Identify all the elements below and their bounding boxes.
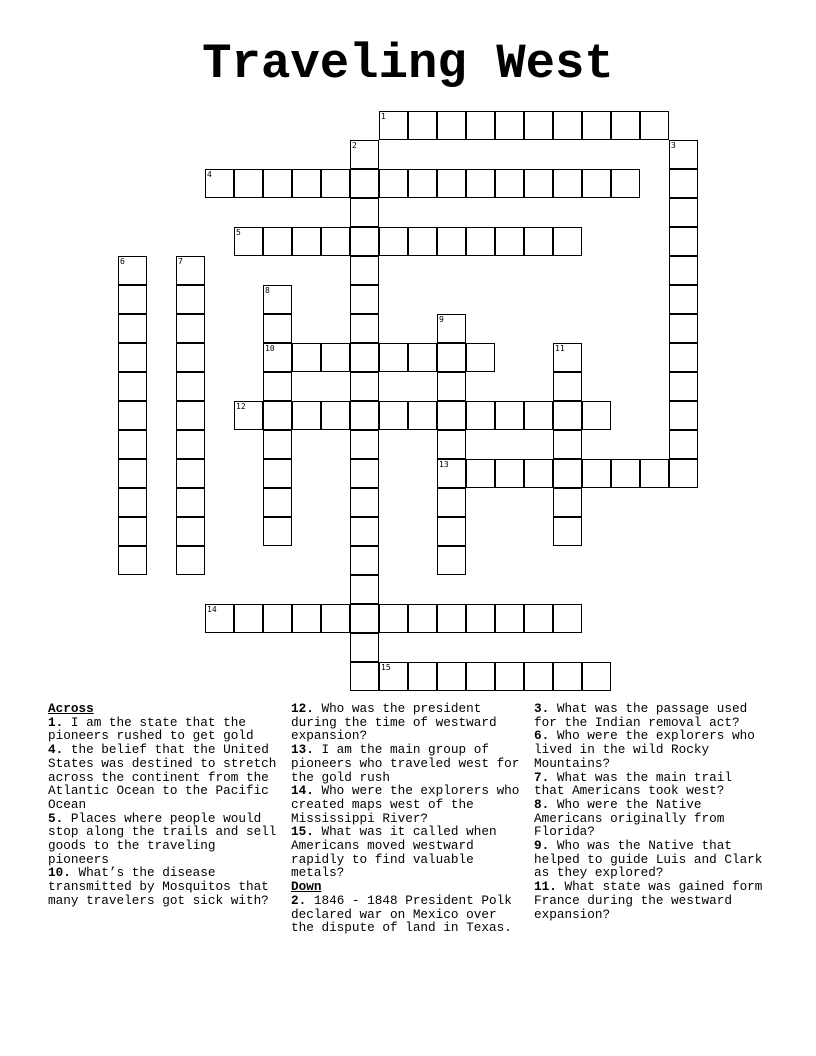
clue-text: What was the passage used for the Indian removal act? <box>534 701 748 730</box>
grid-cell[interactable] <box>292 343 321 372</box>
clue-number: 5. <box>48 810 64 826</box>
grid-cell[interactable] <box>263 227 292 256</box>
across-heading: Across <box>48 701 94 716</box>
clue-column-2 <box>291 702 527 935</box>
across-clue <box>48 812 284 867</box>
grid-number: 2 <box>352 141 357 150</box>
across-clue <box>291 743 527 784</box>
grid-cell[interactable] <box>437 488 466 517</box>
grid-cell[interactable] <box>118 430 147 459</box>
grid-cell[interactable] <box>437 546 466 575</box>
grid-cell[interactable] <box>350 372 379 401</box>
puzzle-title: Traveling West <box>202 36 614 92</box>
grid-number: 4 <box>207 170 212 179</box>
clue-number: 12. <box>291 701 314 716</box>
grid-cell[interactable] <box>350 546 379 575</box>
grid-cell[interactable] <box>379 604 408 633</box>
grid-cell[interactable] <box>669 401 698 430</box>
grid-cell[interactable] <box>437 343 466 372</box>
grid-cell[interactable] <box>669 459 698 488</box>
grid-cell[interactable] <box>321 343 350 372</box>
grid-cell[interactable] <box>582 459 611 488</box>
grid-cell[interactable] <box>321 401 350 430</box>
grid-cell[interactable] <box>669 169 698 198</box>
grid-cell[interactable] <box>524 169 553 198</box>
clue-text: Who were the Native Americans originally from Florida? <box>534 796 725 840</box>
grid-cell[interactable] <box>118 343 147 372</box>
grid-cell[interactable] <box>495 401 524 430</box>
grid-cell[interactable] <box>582 111 611 140</box>
grid-cell[interactable] <box>350 662 379 691</box>
grid-cell[interactable] <box>263 314 292 343</box>
grid-cell[interactable] <box>350 430 379 459</box>
clue-text: What was it called when Americans moved westward rapidly to find valuable metals? <box>291 824 497 881</box>
grid-cell[interactable] <box>640 459 669 488</box>
grid-cell[interactable] <box>292 401 321 430</box>
down-clue <box>534 729 770 770</box>
down-clue <box>534 798 770 839</box>
across-clue <box>291 702 527 743</box>
clue-number: 6. <box>534 728 550 744</box>
grid-cell[interactable] <box>669 343 698 372</box>
grid-number: 14 <box>207 605 217 614</box>
clue-text: What’s the disease transmitted by Mosquitos that many travelers got sick with? <box>48 865 269 908</box>
grid-cell[interactable] <box>553 662 582 691</box>
down-heading: Down <box>291 879 322 895</box>
grid-number: 8 <box>265 286 270 295</box>
grid-cell[interactable] <box>292 227 321 256</box>
clue-text: Places where people would stop along the trails and sell goods to the traveling pioneers <box>48 810 277 867</box>
grid-cell[interactable] <box>263 604 292 633</box>
grid-cell[interactable] <box>669 372 698 401</box>
grid-number: 7 <box>178 257 183 266</box>
grid-cell[interactable] <box>466 401 495 430</box>
clue-text: I am the main group of pioneers who traveled west for the gold rush <box>291 742 520 785</box>
grid-cell[interactable] <box>582 169 611 198</box>
clue-text: What state was gained form France during the westward expansion? <box>534 879 763 922</box>
grid-cell[interactable] <box>118 517 147 546</box>
grid-cell[interactable] <box>408 227 437 256</box>
down-clue <box>534 880 770 921</box>
grid-cell[interactable] <box>118 372 147 401</box>
clue-number: 9. <box>534 838 550 854</box>
grid-cell[interactable] <box>408 401 437 430</box>
grid-cell[interactable] <box>118 546 147 575</box>
grid-cell[interactable] <box>437 372 466 401</box>
grid-cell[interactable] <box>553 401 582 430</box>
grid-cell[interactable] <box>408 111 437 140</box>
grid-cell[interactable] <box>379 169 408 198</box>
grid-cell[interactable] <box>553 169 582 198</box>
grid-cell[interactable] <box>524 111 553 140</box>
grid-cell[interactable] <box>176 314 205 343</box>
grid-cell[interactable] <box>495 459 524 488</box>
down-clue <box>291 894 527 935</box>
grid-cell[interactable] <box>379 227 408 256</box>
grid-cell[interactable] <box>495 604 524 633</box>
grid-cell[interactable] <box>118 459 147 488</box>
clue-number: 10. <box>48 865 71 881</box>
clue-number: 2. <box>291 892 307 908</box>
across-clue <box>48 743 284 812</box>
grid-cell[interactable] <box>350 227 379 256</box>
clue-number: 13. <box>291 742 314 758</box>
grid-cell[interactable] <box>350 169 379 198</box>
clue-text: 1846 - 1848 President Polk declared war on Mexico over the dispute of land in Texas. <box>291 892 512 936</box>
grid-cell[interactable] <box>263 401 292 430</box>
grid-cell[interactable] <box>466 662 495 691</box>
grid-cell[interactable] <box>553 430 582 459</box>
grid-cell[interactable] <box>466 111 495 140</box>
clue-number: 4. <box>48 742 64 758</box>
grid-cell[interactable] <box>118 488 147 517</box>
grid-number: 1 <box>381 112 386 121</box>
clue-text: the belief that the United States was destined to stretch across the continent from the Atlantic Ocean to the Pacific Ocean <box>48 742 277 812</box>
grid-cell[interactable] <box>669 256 698 285</box>
grid-cell[interactable] <box>408 662 437 691</box>
grid-cell[interactable] <box>321 227 350 256</box>
grid-cell[interactable] <box>408 604 437 633</box>
grid-cell[interactable] <box>321 169 350 198</box>
grid-cell[interactable] <box>118 285 147 314</box>
clue-number: 1. <box>48 714 64 730</box>
grid-cell[interactable] <box>292 169 321 198</box>
grid-cell[interactable] <box>379 343 408 372</box>
grid-cell[interactable] <box>379 401 408 430</box>
clue-number: 15. <box>291 824 314 840</box>
grid-cell[interactable] <box>263 372 292 401</box>
grid-cell[interactable] <box>611 169 640 198</box>
grid-cell[interactable] <box>669 314 698 343</box>
clue-number: 14. <box>291 783 314 799</box>
grid-cell[interactable] <box>263 459 292 488</box>
grid-cell[interactable] <box>408 169 437 198</box>
grid-cell[interactable] <box>669 198 698 227</box>
grid-cell[interactable] <box>582 401 611 430</box>
grid-cell[interactable] <box>437 604 466 633</box>
down-clue <box>534 702 770 729</box>
grid-cell[interactable] <box>176 372 205 401</box>
grid-cell[interactable] <box>118 314 147 343</box>
grid-cell[interactable] <box>495 111 524 140</box>
clue-number: 8. <box>534 796 550 812</box>
grid-cell[interactable] <box>669 430 698 459</box>
grid-cell[interactable] <box>437 662 466 691</box>
grid-cell[interactable] <box>611 459 640 488</box>
clue-column-3 <box>534 702 770 921</box>
grid-cell[interactable] <box>263 517 292 546</box>
grid-cell[interactable] <box>350 343 379 372</box>
across-clue <box>291 825 527 880</box>
clue-text: Who was the Native that helped to guide Luis and Clark as they explored? <box>534 838 763 881</box>
grid-cell[interactable] <box>176 343 205 372</box>
grid-cell[interactable] <box>408 343 437 372</box>
grid-cell[interactable] <box>437 401 466 430</box>
grid-number: 15 <box>381 663 391 672</box>
clue-number: 11. <box>534 879 557 895</box>
grid-cell[interactable] <box>350 314 379 343</box>
grid-cell[interactable] <box>553 604 582 633</box>
grid-cell[interactable] <box>466 604 495 633</box>
grid-cell[interactable] <box>466 227 495 256</box>
grid-cell[interactable] <box>350 401 379 430</box>
grid-cell[interactable] <box>466 459 495 488</box>
grid-cell[interactable] <box>553 111 582 140</box>
grid-cell[interactable] <box>118 401 147 430</box>
grid-cell[interactable] <box>350 459 379 488</box>
grid-cell[interactable] <box>466 169 495 198</box>
grid-cell[interactable] <box>553 372 582 401</box>
grid-cell[interactable] <box>176 517 205 546</box>
grid-cell[interactable] <box>437 430 466 459</box>
grid-number: 6 <box>120 257 125 266</box>
clue-number: 3. <box>534 701 550 716</box>
grid-cell[interactable] <box>437 227 466 256</box>
clue-number: 7. <box>534 769 550 785</box>
grid-cell[interactable] <box>321 604 350 633</box>
grid-number: 10 <box>265 344 275 353</box>
grid-cell[interactable] <box>495 662 524 691</box>
grid-cell[interactable] <box>176 459 205 488</box>
grid-cell[interactable] <box>350 488 379 517</box>
grid-cell[interactable] <box>350 633 379 662</box>
grid-number: 3 <box>671 141 676 150</box>
grid-cell[interactable] <box>437 517 466 546</box>
grid-cell[interactable] <box>611 111 640 140</box>
across-clue <box>291 784 527 825</box>
grid-cell[interactable] <box>176 430 205 459</box>
grid-cell[interactable] <box>640 111 669 140</box>
grid-number: 5 <box>236 228 241 237</box>
grid-cell[interactable] <box>553 459 582 488</box>
grid-cell[interactable] <box>234 169 263 198</box>
clue-text: What was the main trail that Americans took west? <box>534 769 732 799</box>
grid-cell[interactable] <box>437 111 466 140</box>
grid-number: 13 <box>439 460 449 469</box>
grid-cell[interactable] <box>350 604 379 633</box>
grid-cell[interactable] <box>524 459 553 488</box>
grid-cell[interactable] <box>495 169 524 198</box>
grid-cell[interactable] <box>524 401 553 430</box>
grid-cell[interactable] <box>350 198 379 227</box>
grid-cell[interactable] <box>350 256 379 285</box>
clue-text: Who was the president during the time of westward expansion? <box>291 701 497 744</box>
down-clue <box>534 839 770 880</box>
grid-cell[interactable] <box>234 604 263 633</box>
clue-text: Who were the explorers who lived in the wild Rocky Mountains? <box>534 728 755 771</box>
grid-cell[interactable] <box>350 285 379 314</box>
across-clue <box>48 716 284 743</box>
clue-text: I am the state that the pioneers rushed to get gold <box>48 714 254 744</box>
grid-number: 11 <box>555 344 565 353</box>
grid-cell[interactable] <box>553 227 582 256</box>
clue-column-1 <box>48 702 284 908</box>
grid-cell[interactable] <box>292 604 321 633</box>
grid-cell[interactable] <box>350 575 379 604</box>
grid-cell[interactable] <box>524 227 553 256</box>
grid-cell[interactable] <box>524 662 553 691</box>
grid-cell[interactable] <box>437 169 466 198</box>
grid-cell[interactable] <box>176 488 205 517</box>
grid-cell[interactable] <box>176 285 205 314</box>
grid-cell[interactable] <box>263 169 292 198</box>
grid-cell[interactable] <box>176 546 205 575</box>
grid-cell[interactable] <box>466 343 495 372</box>
grid-cell[interactable] <box>524 604 553 633</box>
grid-cell[interactable] <box>495 227 524 256</box>
across-clue <box>48 866 284 907</box>
grid-cell[interactable] <box>553 488 582 517</box>
grid-cell[interactable] <box>669 285 698 314</box>
grid-number: 12 <box>236 402 246 411</box>
grid-cell[interactable] <box>263 488 292 517</box>
grid-cell[interactable] <box>669 227 698 256</box>
grid-number: 9 <box>439 315 444 324</box>
grid-cell[interactable] <box>263 430 292 459</box>
grid-cell[interactable] <box>553 517 582 546</box>
grid-cell[interactable] <box>350 517 379 546</box>
grid-cell[interactable] <box>176 401 205 430</box>
clue-text: Who were the explorers who created maps west of the Mississippi River? <box>291 783 520 826</box>
down-clue <box>534 771 770 798</box>
grid-cell[interactable] <box>582 662 611 691</box>
